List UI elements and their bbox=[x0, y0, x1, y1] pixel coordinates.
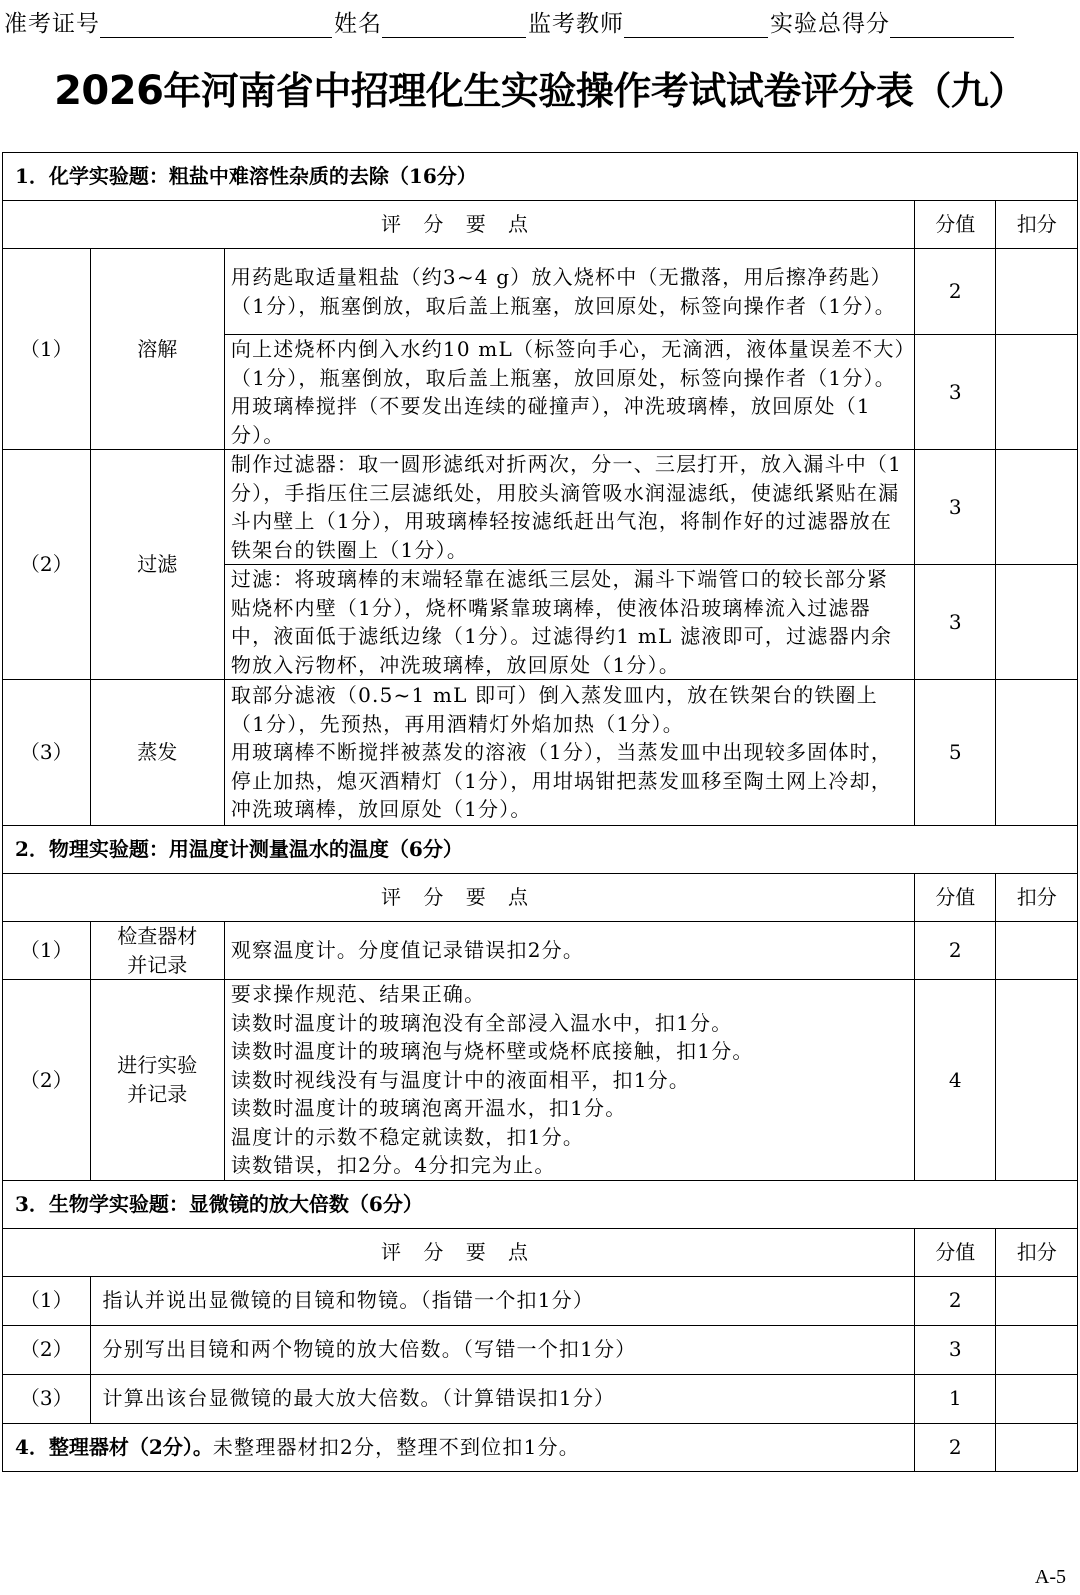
header-fields bbox=[4, 2, 1078, 38]
col-header-score: 分值 bbox=[915, 874, 996, 922]
criteria-text: 过滤：将玻璃棒的末端轻靠在滤纸三层处，漏斗下端管口的较长部分紧贴烧杯内壁（1分），烧杯嘴紧靠玻璃棒，使液体沿玻璃棒流入过滤器中，液面低于滤纸边缘（1分）。过滤得约1 mL 滤液即可，过滤器内余物放入污物杯，冲洗玻璃棒，放回原处（1分）。 bbox=[224, 565, 914, 680]
criteria-line: 读数时视线没有与温度计中的液面相平，扣1分。 bbox=[230, 1067, 691, 1092]
score-value: 3 bbox=[915, 565, 996, 680]
field-blank-total-score[interactable] bbox=[890, 9, 1014, 38]
deduct-cell[interactable] bbox=[996, 335, 1078, 450]
section-2-header bbox=[3, 826, 1078, 874]
section-1-header bbox=[3, 153, 1078, 201]
field-label-name: 姓名 bbox=[334, 11, 382, 37]
table-row bbox=[3, 450, 1078, 565]
scoring-table bbox=[2, 152, 1078, 1472]
criteria-line: 要求操作规范、结果正确。 bbox=[230, 982, 486, 1006]
item-number: （2） bbox=[3, 980, 91, 1181]
col-header-points: 评 分 要 点 bbox=[3, 201, 915, 249]
criteria-line: 读数时温度计的玻璃泡没有全部浸入温水中，扣1分。 bbox=[230, 1010, 733, 1035]
score-value: 3 bbox=[915, 335, 996, 450]
section-3-header bbox=[3, 1180, 1078, 1228]
score-value: 2 bbox=[915, 1276, 996, 1325]
criteria-text: 分别写出目镜和两个物镜的放大倍数。（写错一个扣1分） bbox=[90, 1325, 915, 1374]
item-number: （2） bbox=[3, 1325, 91, 1374]
field-blank-name[interactable] bbox=[382, 9, 526, 38]
col-header-deduct: 扣分 bbox=[996, 1228, 1078, 1276]
score-value: 2 bbox=[915, 1423, 996, 1471]
deduct-cell[interactable] bbox=[996, 1374, 1078, 1423]
section-2-title: 2．物理实验题：用温度计测量温水的温度（6分） bbox=[3, 826, 1078, 874]
step-label-line: 并记录 bbox=[127, 1081, 188, 1106]
section-1-title: 1．化学实验题：粗盐中难溶性杂质的去除（16分） bbox=[3, 153, 1078, 201]
step-label-cell bbox=[90, 922, 224, 980]
page-number: A-5 bbox=[1034, 1566, 1066, 1588]
section-4-title-rest: 未整理器材扣2分，整理不到位扣1分。 bbox=[212, 1434, 580, 1459]
deduct-cell[interactable] bbox=[996, 680, 1078, 826]
deduct-cell[interactable] bbox=[996, 450, 1078, 565]
deduct-cell[interactable] bbox=[996, 249, 1078, 335]
item-number: （3） bbox=[3, 1374, 91, 1423]
step-label-cell bbox=[90, 980, 224, 1181]
score-value: 2 bbox=[915, 922, 996, 980]
col-header-points: 评 分 要 点 bbox=[3, 1228, 915, 1276]
section-3-title: 3．生物学实验题：显微镜的放大倍数（6分） bbox=[3, 1180, 1078, 1228]
section-4-row bbox=[3, 1423, 1078, 1471]
score-value: 5 bbox=[915, 680, 996, 826]
section-3-column-header bbox=[3, 1228, 1078, 1276]
col-header-score: 分值 bbox=[915, 201, 996, 249]
col-header-points: 评 分 要 点 bbox=[3, 874, 915, 922]
deduct-cell[interactable] bbox=[996, 1325, 1078, 1374]
item-number: （2） bbox=[3, 450, 91, 680]
step-label: 过滤 bbox=[90, 450, 224, 680]
field-label-total-score: 实验总得分 bbox=[770, 11, 890, 37]
step-label-line: 检查器材 bbox=[117, 924, 198, 948]
criteria-text-cell bbox=[224, 680, 914, 826]
field-label-proctor: 监考教师 bbox=[528, 11, 624, 37]
criteria-text: 计算出该台显微镜的最大放大倍数。（计算错误扣1分） bbox=[90, 1374, 915, 1423]
score-value: 2 bbox=[915, 249, 996, 335]
criteria-text: 指认并说出显微镜的目镜和物镜。（指错一个扣1分） bbox=[90, 1276, 915, 1325]
title-year: 2026 bbox=[54, 68, 164, 114]
criteria-text-cell bbox=[224, 980, 914, 1181]
section-4-title bbox=[3, 1423, 915, 1471]
field-blank-proctor[interactable] bbox=[624, 9, 768, 38]
step-label-line: 并记录 bbox=[127, 952, 188, 977]
score-value: 4 bbox=[915, 980, 996, 1181]
criteria-text: 用玻璃棒不断搅拌被蒸发的溶液（1分），当蒸发皿中出现较多固体时，停止加热，熄灭酒精灯（1分），用坩埚钳把蒸发皿移至陶土网上冷却，冲洗玻璃棒，放回原处（1分）。 bbox=[230, 740, 893, 822]
section-1-column-header bbox=[3, 201, 1078, 249]
section-2-column-header bbox=[3, 874, 1078, 922]
page-title bbox=[0, 60, 1080, 115]
criteria-text: 观察温度计。分度值记录错误扣2分。 bbox=[224, 922, 914, 980]
table-row bbox=[3, 249, 1078, 335]
criteria-text: 向上述烧杯内倒入水约10 mL（标签向手心，无滴洒，液体量误差不大）（1分），瓶塞倒放，取后盖上瓶塞，放回原处，标签向操作者（1分）。用玻璃棒搅拌（不要发出连续的碰撞声），冲洗玻璃棒，放回原处（1分）。 bbox=[224, 335, 914, 450]
step-label: 蒸发 bbox=[90, 680, 224, 826]
deduct-cell[interactable] bbox=[996, 565, 1078, 680]
step-label-line: 进行实验 bbox=[117, 1053, 198, 1078]
title-text: 年河南省中招理化生实验操作考试试卷评分表（九） bbox=[163, 69, 1026, 113]
item-number: （3） bbox=[3, 680, 91, 826]
step-label: 溶解 bbox=[90, 249, 224, 450]
score-value: 3 bbox=[915, 1325, 996, 1374]
table-row bbox=[3, 680, 1078, 826]
deduct-cell[interactable] bbox=[996, 1423, 1078, 1471]
criteria-text: 取部分滤液（0.5~1 mL 即可）倒入蒸发皿内，放在铁架台的铁圈上（1分），先预热，再用酒精灯外焰加热（1分）。 bbox=[230, 683, 878, 736]
criteria-line: 读数错误，扣2分。4分扣完为止。 bbox=[230, 1153, 556, 1177]
criteria-line: 读数时温度计的玻璃泡离开温水，扣1分。 bbox=[230, 1096, 627, 1120]
item-number: （1） bbox=[3, 922, 91, 980]
item-number: （1） bbox=[3, 249, 91, 450]
deduct-cell[interactable] bbox=[996, 922, 1078, 980]
col-header-deduct: 扣分 bbox=[996, 874, 1078, 922]
table-row bbox=[3, 1276, 1078, 1325]
col-header-score: 分值 bbox=[915, 1228, 996, 1276]
table-row bbox=[3, 922, 1078, 980]
deduct-cell[interactable] bbox=[996, 980, 1078, 1181]
table-row bbox=[3, 980, 1078, 1181]
table-row bbox=[3, 1374, 1078, 1423]
field-label-exam-id: 准考证号 bbox=[4, 11, 100, 37]
score-value: 1 bbox=[915, 1374, 996, 1423]
criteria-line: 温度计的示数不稳定就读数，扣1分。 bbox=[230, 1124, 585, 1149]
item-number: （1） bbox=[3, 1276, 91, 1325]
table-row bbox=[3, 1325, 1078, 1374]
col-header-deduct: 扣分 bbox=[996, 201, 1078, 249]
criteria-text: 用药匙取适量粗盐（约3~4 g）放入烧杯中（无撒落，用后擦净药匙）（1分），瓶塞倒放，取后盖上瓶塞，放回原处，标签向操作者（1分）。 bbox=[224, 249, 914, 335]
criteria-line: 读数时温度计的玻璃泡与烧杯壁或烧杯底接触，扣1分。 bbox=[230, 1039, 754, 1063]
score-value: 3 bbox=[915, 450, 996, 565]
field-blank-exam-id[interactable] bbox=[100, 9, 332, 38]
section-4-title-bold: 4．整理器材（2分）。 bbox=[15, 1434, 213, 1459]
deduct-cell[interactable] bbox=[996, 1276, 1078, 1325]
criteria-text: 制作过滤器：取一圆形滤纸对折两次，分一、三层打开，放入漏斗中（1分），手指压住三层滤纸处，用胶头滴管吸水润湿滤纸，使滤纸紧贴在漏斗内壁上（1分），用玻璃棒轻按滤纸赶出气泡，将制作好的过滤器放在铁架台的铁圈上（1分）。 bbox=[224, 450, 914, 565]
